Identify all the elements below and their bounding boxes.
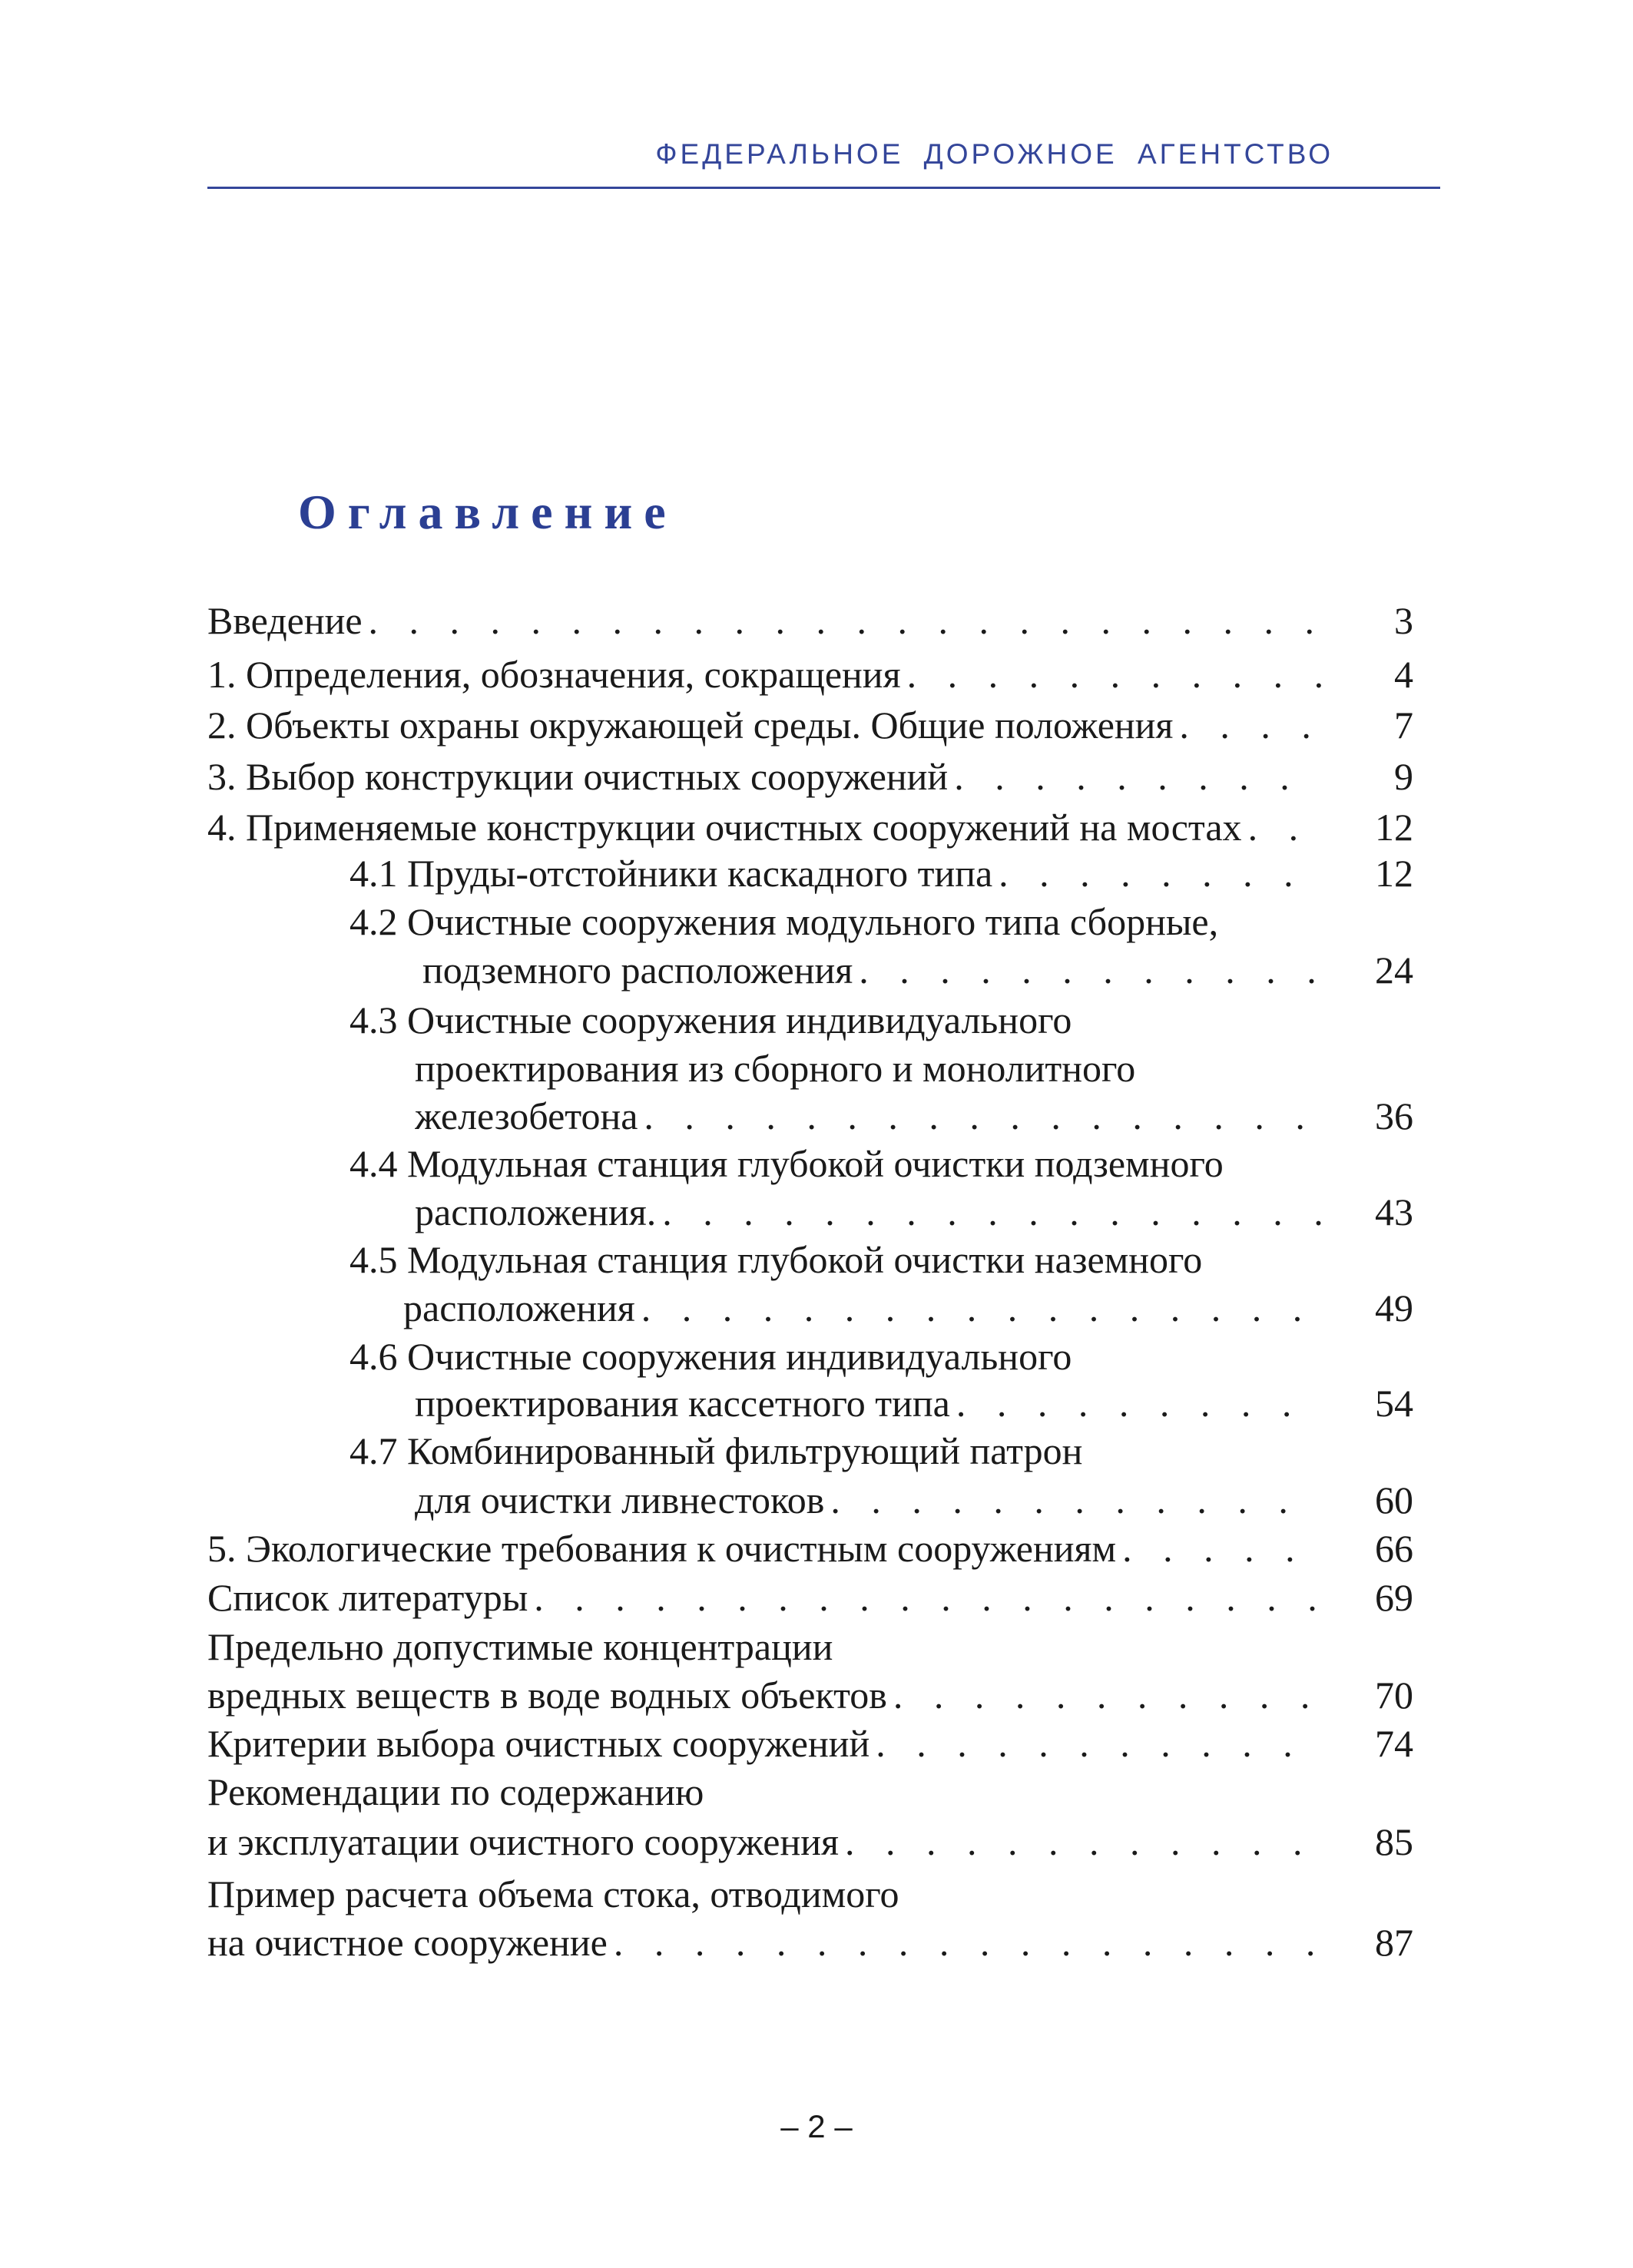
- toc-leader-dots: [907, 651, 1321, 698]
- toc-leader-dots: [614, 1919, 1321, 1966]
- toc-page-number: 66: [1375, 1527, 1413, 1570]
- toc-entry-text: Введение: [207, 597, 369, 644]
- toc-leader-dots: [1248, 803, 1321, 851]
- toc-leader-dots: [534, 1574, 1321, 1621]
- toc-leader-dots: [845, 1818, 1321, 1866]
- toc-entry-line: [349, 849, 1321, 897]
- toc-entry-line: [207, 1574, 1321, 1621]
- toc-leader-dots: [876, 1720, 1321, 1767]
- toc-page-number: 7: [1394, 704, 1413, 747]
- toc-page-number: 4: [1394, 653, 1413, 696]
- toc-entry-text: для очистки ливнестоков: [415, 1476, 830, 1524]
- toc-entry-text: расположения.: [415, 1188, 662, 1236]
- toc-entry-text: проектирования кассетного типа: [415, 1379, 956, 1427]
- toc-entry-line: [403, 1284, 1321, 1332]
- toc-leader-dots: [893, 1671, 1321, 1719]
- toc-entry-text: железобетона: [415, 1092, 644, 1140]
- toc-entry-text: 4.1 Пруды-отстойники каскадного типа: [349, 849, 999, 897]
- toc-entry-text: и эксплуатации очистного сооружения: [207, 1818, 845, 1866]
- toc-entry-text: расположения: [403, 1284, 641, 1332]
- toc-leader-dots: [830, 1476, 1321, 1524]
- toc-entry-line: [415, 1188, 1321, 1236]
- toc-page-number: 70: [1375, 1674, 1413, 1717]
- toc-entry-line: [207, 701, 1321, 749]
- toc-page-number: 69: [1375, 1576, 1413, 1619]
- page-number-footer: – 2 –: [780, 2108, 853, 2144]
- toc-entry-line: [422, 946, 1321, 994]
- toc-page-number: 85: [1375, 1820, 1413, 1863]
- toc-leader-dots: [1179, 701, 1321, 749]
- toc-entry-text: подземного расположения: [422, 946, 859, 994]
- toc-entry-text: 3. Выбор конструкции очистных сооружений: [207, 753, 954, 800]
- toc-entry-text: 5. Экологические требования к очистным сооружениям: [207, 1525, 1122, 1572]
- toc-page-number: 3: [1394, 599, 1413, 642]
- toc-entry-line: [207, 803, 1321, 851]
- toc-entry-line: [207, 1919, 1321, 1966]
- toc-entry-line: 4.4 Модульная станция глубокой очистки подземного: [349, 1142, 1224, 1185]
- toc-entry-text: 2. Объекты охраны окружающей среды. Общие положения: [207, 701, 1179, 749]
- toc-page-number: 60: [1375, 1478, 1413, 1521]
- toc-page-number: 12: [1375, 852, 1413, 895]
- toc-entry-line: [415, 1092, 1321, 1140]
- toc-entry-text: Критерии выбора очистных сооружений: [207, 1720, 876, 1767]
- toc-leader-dots: [369, 597, 1321, 644]
- toc-entry-line: [207, 651, 1321, 698]
- toc-entry-line: [207, 1818, 1321, 1866]
- toc-entry-line: [207, 1671, 1321, 1719]
- toc-entry-line: 4.3 Очистные сооружения индивидуального: [349, 998, 1072, 1041]
- toc-entry-text: 4. Применяемые конструкции очистных сооружений на мостах: [207, 803, 1248, 851]
- toc-page-number: 87: [1375, 1921, 1413, 1964]
- toc-leader-dots: [1122, 1525, 1321, 1572]
- toc-entry-line: проектирования из сборного и монолитного: [415, 1047, 1136, 1090]
- toc-page-number: 12: [1375, 806, 1413, 849]
- toc-leader-dots: [662, 1188, 1321, 1236]
- toc-leader-dots: [641, 1284, 1321, 1332]
- toc-entry-line: [207, 1720, 1321, 1767]
- toc-entry-line: [207, 597, 1321, 644]
- toc-page-number: 74: [1375, 1722, 1413, 1765]
- toc-entry-line: [415, 1476, 1321, 1524]
- toc-leader-dots: [644, 1092, 1321, 1140]
- toc-entry-line: Предельно допустимые концентрации: [207, 1625, 833, 1668]
- toc-entry-line: [207, 1525, 1321, 1572]
- toc-leader-dots: [954, 753, 1321, 800]
- toc-entry-line: [207, 753, 1321, 800]
- toc-title: Оглавление: [298, 485, 677, 539]
- toc-entry-line: Рекомендации по содержанию: [207, 1770, 704, 1813]
- toc-page-number: 36: [1375, 1094, 1413, 1137]
- toc-entry-line: 4.7 Комбинированный фильтрующий патрон: [349, 1429, 1083, 1472]
- toc-page-number: 49: [1375, 1286, 1413, 1329]
- toc-entry-text: на очистное сооружение: [207, 1919, 614, 1966]
- toc-entry-text: вредных веществ в воде водных объектов: [207, 1671, 893, 1719]
- toc-entry-line: 4.6 Очистные сооружения индивидуального: [349, 1335, 1072, 1378]
- toc-leader-dots: [956, 1379, 1321, 1427]
- header-agency: ФЕДЕРАЛЬНОЕ ДОРОЖНОЕ АГЕНТСТВО: [655, 138, 1333, 170]
- toc-leader-dots: [859, 946, 1321, 994]
- toc-entry-line: 4.5 Модульная станция глубокой очистки наземного: [349, 1238, 1203, 1281]
- toc-entry-text: Список литературы: [207, 1574, 534, 1621]
- toc-page-number: 24: [1375, 949, 1413, 992]
- toc-entry-line: 4.2 Очистные сооружения модульного типа сборные,: [349, 900, 1219, 943]
- toc-leader-dots: [999, 849, 1321, 897]
- toc-page-number: 9: [1394, 755, 1413, 798]
- toc-entry-text: 1. Определения, обозначения, сокращения: [207, 651, 907, 698]
- toc-entry-line: Пример расчета объема стока, отводимого: [207, 1872, 899, 1915]
- toc-page-number: 43: [1375, 1190, 1413, 1233]
- toc-entry-line: [415, 1379, 1321, 1427]
- toc-page-number: 54: [1375, 1382, 1413, 1425]
